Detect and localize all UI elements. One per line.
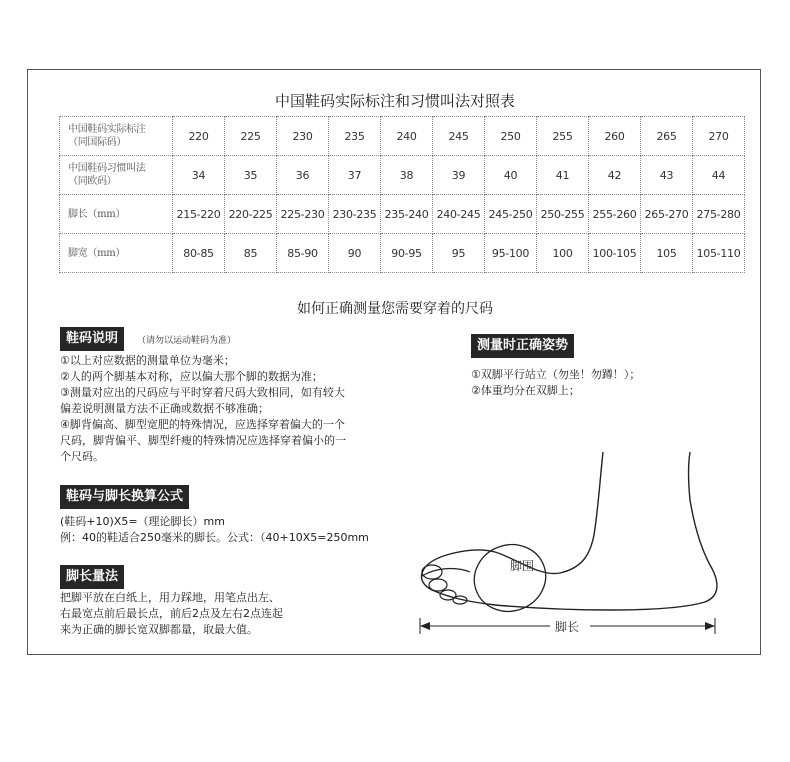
row-header-label: 中国鞋码习惯叫法	[68, 163, 146, 174]
toes-icon	[422, 565, 470, 604]
table-cell: 80-85	[173, 234, 225, 273]
length-label: 脚长	[555, 620, 580, 634]
measure-text	[60, 590, 283, 638]
row-header	[60, 117, 173, 156]
posture-badge: 测量时正确姿势	[471, 334, 574, 358]
size-table	[59, 116, 745, 273]
row-header	[60, 195, 173, 234]
table-row	[60, 195, 745, 234]
table-cell: 37	[329, 156, 381, 195]
measure-line: 右最宽点前后最长点，前后2点及左右2点连起	[60, 607, 283, 620]
table-cell: 35	[225, 156, 277, 195]
table-cell: 220	[173, 117, 225, 156]
table-cell: 34	[173, 156, 225, 195]
table-cell: 85	[225, 234, 277, 273]
table-cell: 42	[589, 156, 641, 195]
table-cell: 44	[693, 156, 745, 195]
table-cell: 245-250	[485, 195, 537, 234]
table-cell: 240-245	[433, 195, 485, 234]
size-note-line: ①以上对应数据的测量单位为毫米；	[60, 354, 235, 367]
table-cell: 220-225	[225, 195, 277, 234]
size-note-line: ③测量对应出的尺码应与平时穿着尺码大致相同，如有较大	[60, 386, 345, 399]
table-cell: 235-240	[381, 195, 433, 234]
size-note-line: 个尺码。	[60, 450, 104, 463]
table-row	[60, 234, 745, 273]
table-cell: 270	[693, 117, 745, 156]
size-note-badge: 鞋码说明	[60, 327, 124, 351]
table-cell: 265	[641, 117, 693, 156]
table-cell: 36	[277, 156, 329, 195]
table-cell: 215-220	[173, 195, 225, 234]
table-cell: 41	[537, 156, 589, 195]
table-cell: 100-105	[589, 234, 641, 273]
table-cell: 100	[537, 234, 589, 273]
foot-outline	[421, 452, 716, 610]
table-cell: 250-255	[537, 195, 589, 234]
row-header	[60, 234, 173, 273]
table-cell: 265-270	[641, 195, 693, 234]
table-cell: 225	[225, 117, 277, 156]
size-note-line: 偏差说明测量方法不正确或数据不够准确；	[60, 402, 269, 415]
table-cell: 245	[433, 117, 485, 156]
table-cell: 40	[485, 156, 537, 195]
girth-label: 脚围	[510, 559, 535, 573]
row-header	[60, 156, 173, 195]
table-cell: 90-95	[381, 234, 433, 273]
posture-line: ②体重均分在双脚上；	[471, 384, 580, 397]
measure-line: 来为正确的脚长宽双脚都量，取最大值。	[60, 623, 258, 636]
table-cell: 255-260	[589, 195, 641, 234]
formula-line: (鞋码+10)X5=（理论脚长）mm	[60, 515, 225, 528]
table-title: 中国鞋码实际标注和习惯叫法对照表	[274, 92, 515, 110]
table-cell: 230-235	[329, 195, 381, 234]
table-cell: 105-110	[693, 234, 745, 273]
formula-line: 例：40的鞋适合250毫米的脚长。公式：（40+10X5=250mm	[60, 531, 369, 544]
table-row	[60, 117, 745, 156]
table-row	[60, 156, 745, 195]
table-cell: 255	[537, 117, 589, 156]
size-note-text	[60, 353, 346, 465]
formula-badge: 鞋码与脚长换算公式	[60, 485, 189, 509]
row-header-sublabel: （同欧码）	[68, 176, 117, 187]
row-header-sublabel: （同国际码）	[68, 137, 127, 148]
table-cell: 275-280	[693, 195, 745, 234]
table-cell: 95-100	[485, 234, 537, 273]
size-note-line: ②人的两个脚基本对称，应以偏大那个脚的数据为准；	[60, 370, 323, 383]
measure-line: 把脚平放在白纸上，用力踩地，用笔点出左、	[60, 591, 280, 604]
posture-text	[471, 367, 640, 399]
size-note-hint: （请勿以运动鞋码为准）	[137, 336, 237, 346]
formula-text	[60, 514, 369, 546]
table-cell: 235	[329, 117, 381, 156]
table-cell: 250	[485, 117, 537, 156]
posture-line: ①双脚平行站立（勿坐！勿蹲！）；	[471, 368, 641, 381]
table-cell: 85-90	[277, 234, 329, 273]
row-header-label: 脚长（mm）	[68, 208, 126, 220]
table-cell: 90	[329, 234, 381, 273]
size-note-line: 尺码，脚背偏平、脚型纤瘦的特殊情况应选择穿着偏小的一	[60, 434, 346, 447]
table-cell: 43	[641, 156, 693, 195]
table-cell: 95	[433, 234, 485, 273]
table-cell: 230	[277, 117, 329, 156]
measure-badge: 脚长量法	[60, 565, 124, 589]
table-cell: 240	[381, 117, 433, 156]
table-cell: 38	[381, 156, 433, 195]
table-cell: 260	[589, 117, 641, 156]
table-cell: 39	[433, 156, 485, 195]
foot-diagram	[410, 440, 730, 645]
row-header-label: 中国鞋码实际标注	[68, 124, 146, 135]
measure-subtitle: 如何正确测量您需要穿着的尺码	[297, 301, 493, 317]
row-header-label: 脚宽（mm）	[68, 247, 126, 259]
size-note-line: ④脚背偏高、脚型宽肥的特殊情况，应选择穿着偏大的一个	[60, 418, 345, 431]
table-cell: 225-230	[277, 195, 329, 234]
table-cell: 105	[641, 234, 693, 273]
